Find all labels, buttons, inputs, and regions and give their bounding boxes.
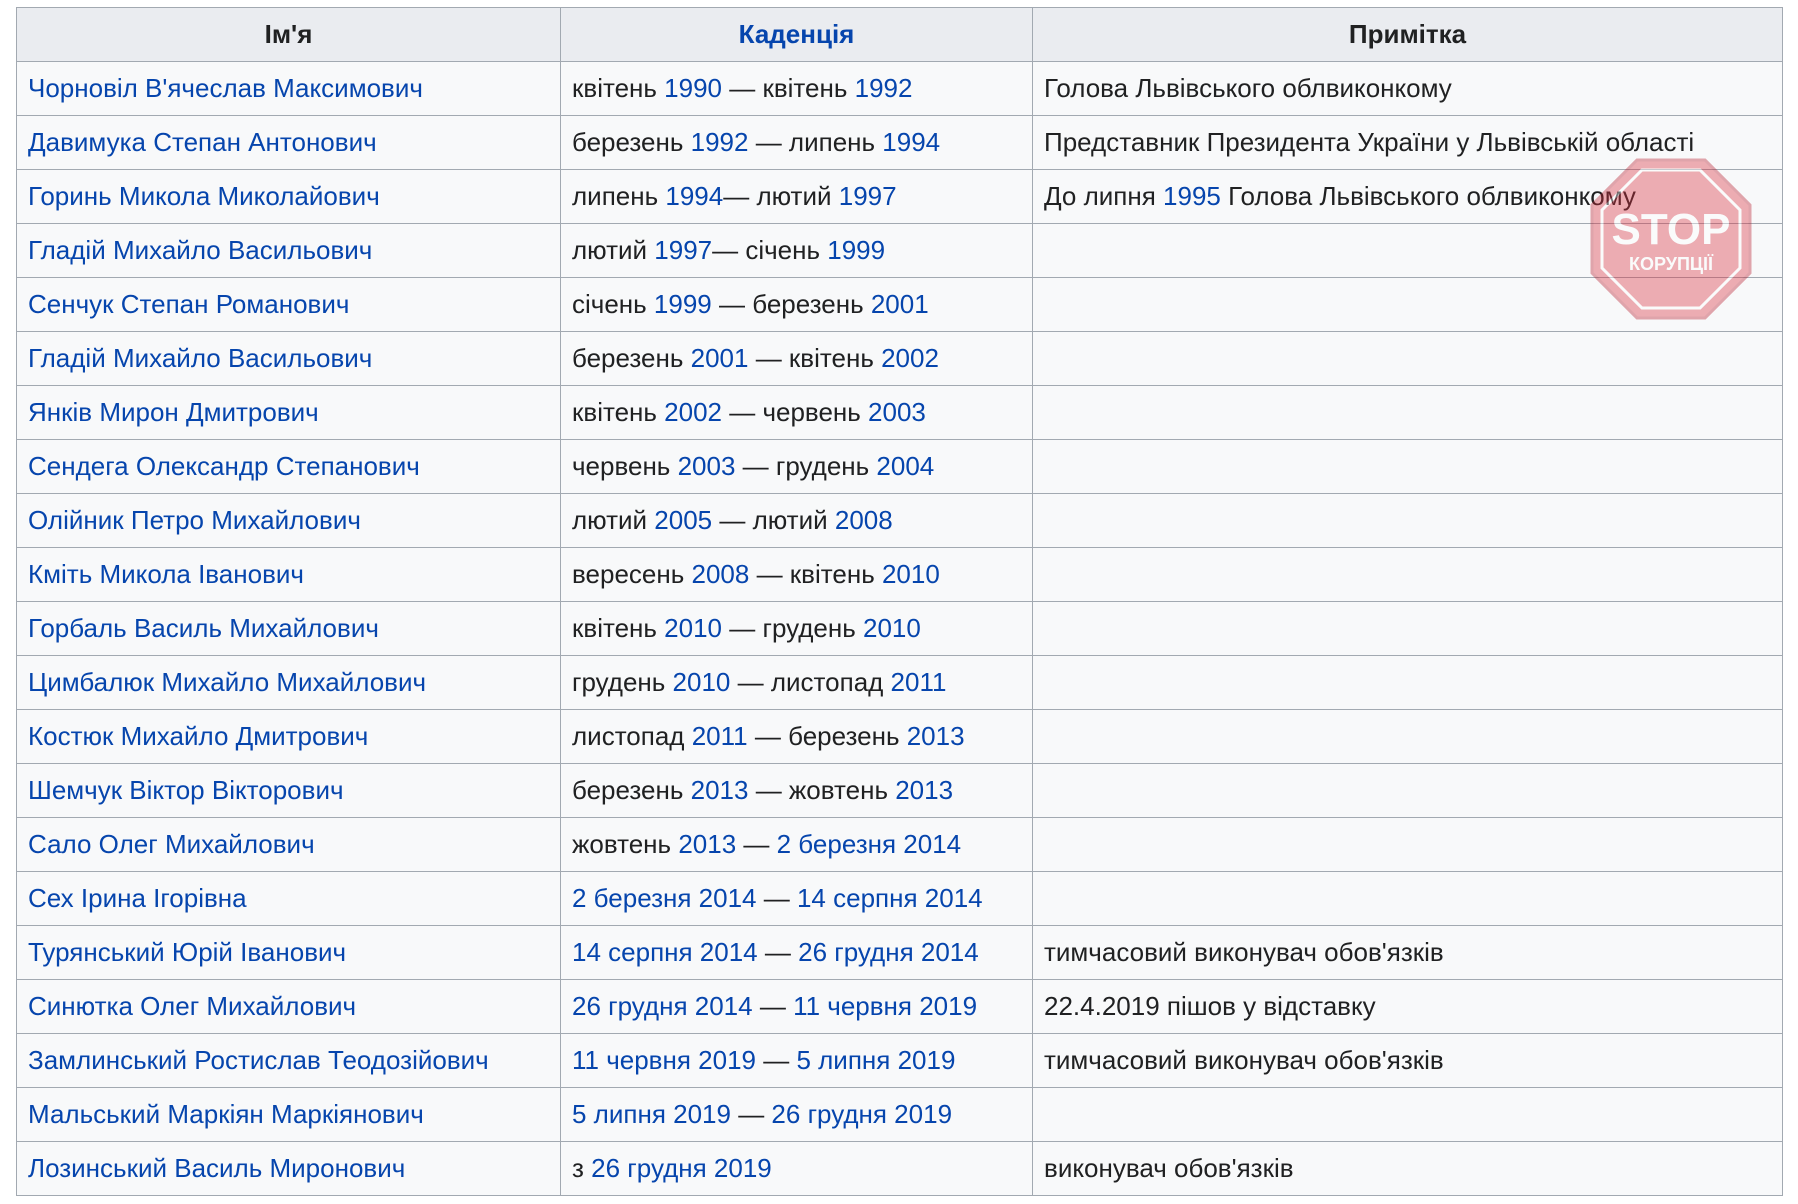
date-link[interactable]: 14 серпня 2014: [572, 937, 758, 967]
term-text: —: [756, 1045, 797, 1075]
note-cell: [1033, 1034, 1783, 1088]
header-term[interactable]: Каденція: [561, 8, 1033, 62]
date-link[interactable]: 2010: [664, 613, 723, 643]
person-link[interactable]: Цимбалюк Михайло Михайлович: [28, 667, 427, 697]
name-cell: [17, 494, 561, 548]
date-link[interactable]: 2010: [672, 667, 731, 697]
note-cell: [1033, 62, 1783, 116]
term-text: березень: [572, 343, 691, 373]
name-cell: [17, 1088, 561, 1142]
term-text: —: [757, 937, 799, 967]
name-cell: [17, 602, 561, 656]
table-row: [17, 602, 1783, 656]
term-text: вересень: [572, 559, 692, 589]
date-link[interactable]: 2003: [868, 397, 926, 427]
person-link[interactable]: Мальський Маркіян Маркіянович: [28, 1099, 424, 1129]
term-cell: [561, 1088, 1033, 1142]
person-link[interactable]: Чорновіл В'ячеслав Максимович: [28, 73, 423, 103]
term-text: квітень: [572, 397, 665, 427]
term-cell: [561, 872, 1033, 926]
name-cell: [17, 1034, 561, 1088]
person-link[interactable]: Сех Ірина Ігорівна: [28, 883, 247, 913]
note-cell: [1033, 332, 1783, 386]
name-cell: [17, 926, 561, 980]
date-link[interactable]: 26 грудня 2014: [572, 991, 753, 1021]
note-cell: [1033, 278, 1783, 332]
name-cell: [17, 278, 561, 332]
term-text: квітень: [572, 613, 665, 643]
note-cell: [1033, 602, 1783, 656]
note-cell: [1033, 656, 1783, 710]
term-text: — грудень: [722, 613, 864, 643]
person-link[interactable]: Сало Олег Михайлович: [28, 829, 315, 859]
person-link[interactable]: Лозинський Василь Миронович: [28, 1153, 406, 1183]
date-link[interactable]: 5 липня 2019: [572, 1099, 731, 1129]
note-text: тимчасовий виконувач обов'язків: [1044, 937, 1444, 967]
note-cell: [1033, 548, 1783, 602]
date-link[interactable]: 2013: [906, 721, 965, 751]
date-link[interactable]: 2001: [690, 343, 749, 373]
term-cell: [561, 764, 1033, 818]
term-text: жовтень: [572, 829, 679, 859]
note-text: Голова Львівського облвиконкому: [1044, 73, 1452, 103]
term-text: — липень: [748, 127, 883, 157]
term-text: — жовтень: [748, 775, 896, 805]
person-link[interactable]: Олійник Петро Михайлович: [28, 505, 361, 535]
term-text: лютий: [572, 235, 655, 265]
name-cell: [17, 116, 561, 170]
date-link[interactable]: 2008: [834, 505, 893, 535]
table-row: [17, 872, 1783, 926]
term-text: січень: [572, 289, 654, 319]
term-text: грудень: [572, 667, 673, 697]
note-text: Голова Львівського облвиконкому: [1220, 181, 1636, 211]
term-text: — січень: [712, 235, 828, 265]
note-cell: [1033, 116, 1783, 170]
year-link[interactable]: 1995: [1163, 181, 1221, 211]
term-cell: [561, 116, 1033, 170]
person-link[interactable]: Гладій Михайло Васильович: [28, 235, 373, 265]
header-note: Примітка: [1033, 8, 1783, 62]
person-link[interactable]: Янків Мирон Дмитрович: [28, 397, 319, 427]
table-row: [17, 386, 1783, 440]
date-link[interactable]: 11 червня 2019: [793, 991, 978, 1021]
term-cell: [561, 818, 1033, 872]
date-link[interactable]: 2 березня 2014: [776, 829, 962, 859]
term-text: — лютий: [712, 505, 835, 535]
name-cell: [17, 332, 561, 386]
person-link[interactable]: Костюк Михайло Дмитрович: [28, 721, 369, 751]
table-row: [17, 710, 1783, 764]
term-cell: [561, 278, 1033, 332]
note-cell: [1033, 440, 1783, 494]
note-cell: [1033, 224, 1783, 278]
date-link[interactable]: 2002: [881, 343, 939, 373]
term-text: — грудень: [735, 451, 877, 481]
date-link[interactable]: 2010: [881, 559, 940, 589]
table-row: [17, 764, 1783, 818]
table-row: [17, 980, 1783, 1034]
date-link[interactable]: 1997: [838, 181, 897, 211]
person-link[interactable]: Турянський Юрій Іванович: [28, 937, 347, 967]
date-link[interactable]: 26 грудня 2014: [798, 937, 979, 967]
table-row: [17, 494, 1783, 548]
term-cell: [561, 548, 1033, 602]
date-link[interactable]: 2004: [876, 451, 935, 481]
date-link[interactable]: 2013: [895, 775, 954, 805]
name-cell: [17, 1142, 561, 1196]
note-cell: [1033, 764, 1783, 818]
term-text: з: [572, 1153, 592, 1183]
person-link[interactable]: Синютка Олег Михайлович: [28, 991, 357, 1021]
person-link[interactable]: Сендега Олександр Степанович: [28, 451, 420, 481]
term-text: —: [756, 883, 797, 913]
table-row: [17, 818, 1783, 872]
date-link[interactable]: 2011: [890, 667, 947, 697]
date-link[interactable]: 1994: [882, 127, 941, 157]
stamp-line2: КОРУПЦІЇ: [1628, 254, 1714, 274]
name-cell: [17, 548, 561, 602]
name-cell: [17, 710, 561, 764]
name-cell: [17, 818, 561, 872]
term-text: листопад: [572, 721, 692, 751]
person-link[interactable]: Сенчук Степан Романович: [28, 289, 350, 319]
term-cell: [561, 1034, 1033, 1088]
person-link[interactable]: Шемчук Віктор Вікторович: [28, 775, 344, 805]
term-text: — квітень: [722, 73, 855, 103]
name-cell: [17, 764, 561, 818]
table-row: [17, 116, 1783, 170]
name-cell: [17, 170, 561, 224]
table-row: [17, 656, 1783, 710]
note-cell: [1033, 872, 1783, 926]
term-cell: [561, 602, 1033, 656]
governors-table: [16, 7, 1783, 1196]
term-cell: [561, 332, 1033, 386]
term-text: —: [730, 1099, 772, 1129]
table-row: [17, 440, 1783, 494]
person-link[interactable]: Гладій Михайло Васильович: [28, 343, 373, 373]
note-cell: [1033, 170, 1783, 224]
person-link[interactable]: Горбаль Василь Михайлович: [28, 613, 379, 643]
name-cell: [17, 440, 561, 494]
stamp-line1: STOP: [1611, 205, 1731, 254]
term-cell: [561, 62, 1033, 116]
note-cell: [1033, 710, 1783, 764]
date-link[interactable]: 5 липня 2019: [796, 1045, 956, 1075]
note-text: До липня: [1044, 181, 1164, 211]
note-cell: [1033, 980, 1783, 1034]
person-link[interactable]: Давимука Степан Антонович: [28, 127, 377, 157]
date-link[interactable]: 14 серпня 2014: [796, 883, 983, 913]
date-link[interactable]: 26 грудня 2019: [771, 1099, 953, 1129]
date-link[interactable]: 2013: [690, 775, 749, 805]
table-row: [17, 1034, 1783, 1088]
table-row: [17, 332, 1783, 386]
date-link[interactable]: 1992: [854, 73, 913, 103]
date-link[interactable]: 1999: [827, 235, 886, 265]
term-text: — червень: [722, 397, 869, 427]
table-row: [17, 62, 1783, 116]
term-cell: [561, 440, 1033, 494]
note-text: 22.4.2019 пішов у відставку: [1044, 991, 1376, 1021]
term-cell: [561, 710, 1033, 764]
term-text: квітень: [572, 73, 665, 103]
person-link[interactable]: Замлинський Ростислав Теодозійович: [28, 1045, 489, 1075]
date-link[interactable]: 2001: [870, 289, 929, 319]
term-cell: [561, 386, 1033, 440]
term-text: червень: [572, 451, 678, 481]
note-cell: [1033, 1142, 1783, 1196]
date-link[interactable]: 11 червня 2019: [572, 1045, 756, 1075]
name-cell: [17, 62, 561, 116]
term-text: — лютий: [723, 181, 839, 211]
note-cell: [1033, 926, 1783, 980]
header-name: Ім'я: [17, 8, 561, 62]
date-link[interactable]: 26 грудня 2019: [591, 1153, 772, 1183]
term-text: — квітень: [748, 343, 882, 373]
person-link[interactable]: Кміть Микола Іванович: [28, 559, 304, 589]
term-text: березень: [572, 127, 691, 157]
term-text: — березень: [747, 721, 907, 751]
term-text: — квітень: [749, 559, 882, 589]
date-link[interactable]: 1994: [665, 181, 724, 211]
table-row: [17, 548, 1783, 602]
term-cell: [561, 926, 1033, 980]
term-cell: [561, 1142, 1033, 1196]
date-link[interactable]: 2005: [654, 505, 713, 535]
term-cell: [561, 656, 1033, 710]
date-link[interactable]: 2 березня 2014: [572, 883, 757, 913]
date-link[interactable]: 2011: [691, 721, 748, 751]
date-link[interactable]: 2003: [677, 451, 736, 481]
term-text: —: [736, 829, 777, 859]
note-cell: [1033, 494, 1783, 548]
note-cell: [1033, 386, 1783, 440]
term-text: —: [752, 991, 794, 1021]
table-row: [17, 224, 1783, 278]
date-link[interactable]: 1992: [690, 127, 749, 157]
term-text: липень: [572, 181, 666, 211]
table-row: [17, 170, 1783, 224]
date-link[interactable]: 2010: [863, 613, 921, 643]
table-row: [17, 926, 1783, 980]
term-text: — березень: [711, 289, 871, 319]
term-cell: [561, 224, 1033, 278]
note-text: виконувач обов'язків: [1044, 1153, 1294, 1183]
name-cell: [17, 980, 561, 1034]
term-text: березень: [572, 775, 691, 805]
date-link[interactable]: 1999: [653, 289, 712, 319]
header-row: [17, 8, 1783, 62]
note-cell: [1033, 1088, 1783, 1142]
person-link[interactable]: Горинь Микола Миколайович: [28, 181, 380, 211]
date-link[interactable]: 2008: [691, 559, 750, 589]
note-text: Представник Президента України у Львівській області: [1044, 127, 1695, 157]
term-text: — листопад: [730, 667, 891, 697]
table-row: [17, 278, 1783, 332]
term-cell: [561, 494, 1033, 548]
term-cell: [561, 980, 1033, 1034]
date-link[interactable]: 2002: [664, 397, 723, 427]
name-cell: [17, 386, 561, 440]
term-cell: [561, 170, 1033, 224]
note-text: тимчасовий виконувач обов'язків: [1044, 1045, 1444, 1075]
term-text: лютий: [572, 505, 655, 535]
table-row: [17, 1142, 1783, 1196]
name-cell: [17, 656, 561, 710]
name-cell: [17, 872, 561, 926]
date-link[interactable]: 2013: [678, 829, 737, 859]
name-cell: [17, 224, 561, 278]
date-link[interactable]: 1997: [654, 235, 713, 265]
table-row: [17, 1088, 1783, 1142]
date-link[interactable]: 1990: [664, 73, 723, 103]
note-cell: [1033, 818, 1783, 872]
